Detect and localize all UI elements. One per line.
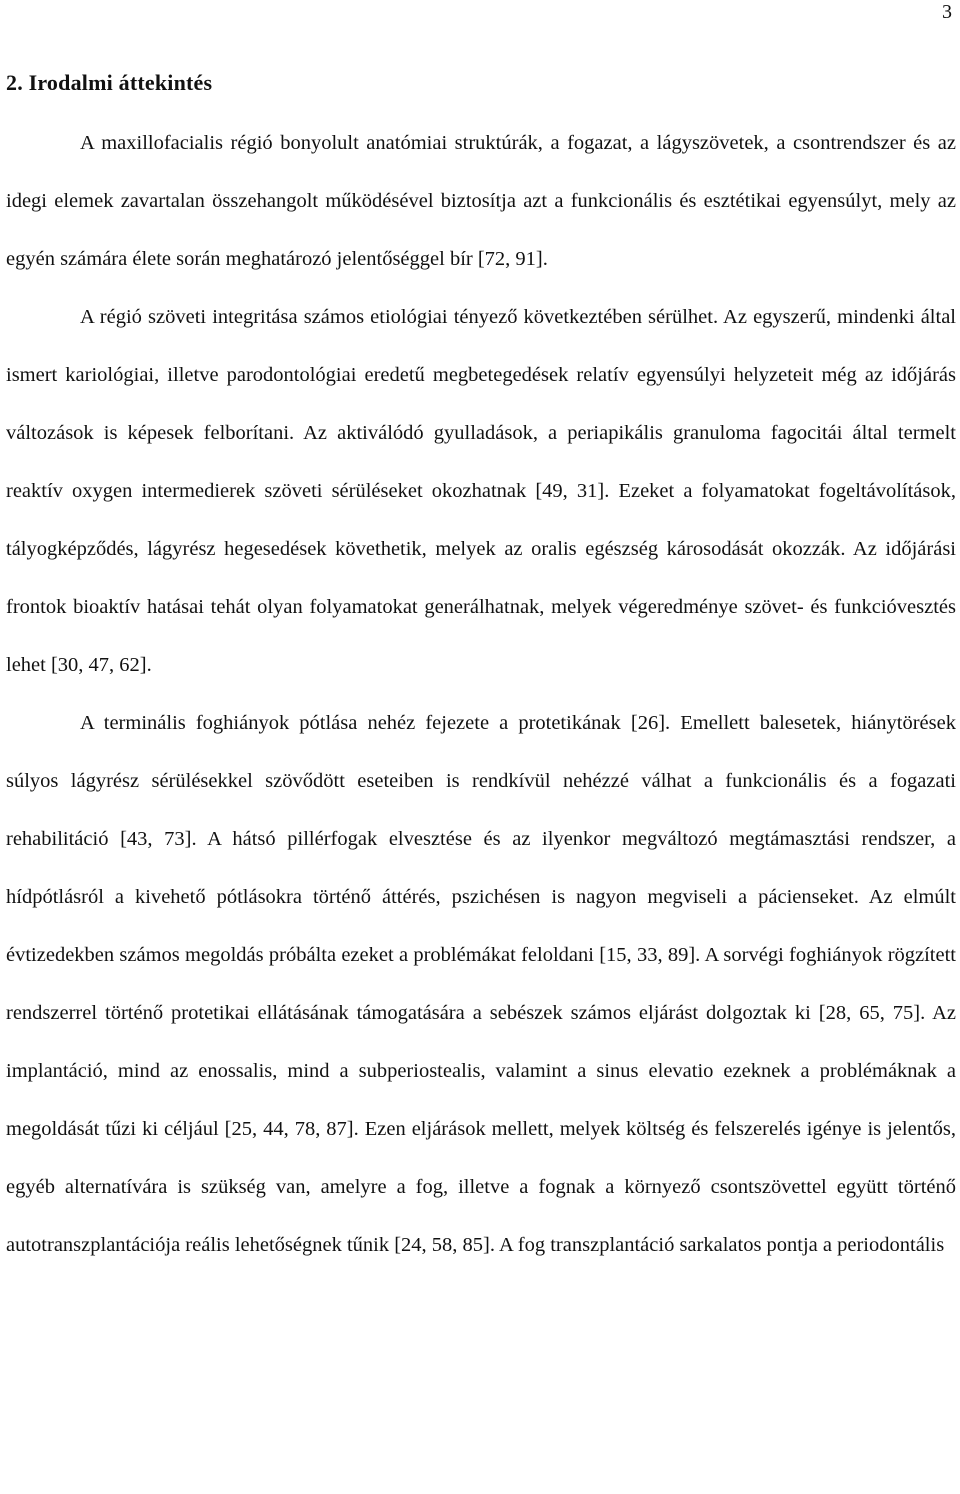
paragraph-integrity: A régió szöveti integritása számos etiológiai tényező következtében sérülhet. Az egyszerű, mindenki által ismert kariológiai, illetve parodontológiai eredetű megbetegedések relatív egyensúlyi helyzeteit még az időjárás változások is képesek felborítani. Az aktiválódó gyulladások, a periapikális granuloma fagocitái által termelt reaktív oxygen intermedierek szöveti sérüléseket okozhatnak [49, 31]. Ezeket a folyamatokat fogeltávolítások, tályogképződés, lágyrész hegesedések követhetik, melyek az oralis egészség károsodását okozzák. Az időjárási frontok bioaktív hatásai tehát olyan folyamatokat generálhatnak, melyek végeredménye szövet- és funkcióvesztés lehet [30, 47, 62]. <box>6 306 956 676</box>
page-number: 3 <box>942 1 952 23</box>
section-heading: 2. Irodalmi áttekintés <box>6 70 213 95</box>
paragraph-intro: A maxillofacialis régió bonyolult anatómiai struktúrák, a fogazat, a lágyszövetek, a csontrendszer és az idegi elemek zavartalan összehangolt működésével biztosítja azt a funkcionális és esztétikai egyensúlyt, mely az egyén számára élete során meghatározó jelentőséggel bír [72, 91]. <box>6 132 956 270</box>
body-text <box>6 114 956 1274</box>
paragraph-tooth-loss: A terminális foghiányok pótlása nehéz fejezete a protetikának [26]. Emellett balesetek, hiánytörések súlyos lágyrész sérülésekkel szövődött eseteiben is rendkívül nehézzé válhat a funkcionális és a fogazati rehabilitáció [43, 73]. A hátsó pillérfogak elvesztése és az ilyenkor megváltozó megtámasztási rendszer, a hídpótlásról a kivehető pótlásokra történő áttérés, pszichésen is nagyon megviseli a pácienseket. Az elmúlt évtizedekben számos megoldás próbálta ezeket a problémákat feloldani [15, 33, 89]. A sorvégi foghiányok rögzített rendszerrel történő protetikai ellátásának támogatására a sebészek számos eljárást dolgoztak ki [28, 65, 75]. Az implantáció, mind az enossalis, mind a subperiostealis, valamint a sinus elevatio ezeknek a problémáknak a megoldását tűzi ki céljául [25, 44, 78, 87]. Ezen eljárások mellett, melyek költség és felszerelés igénye is jelentős, egyéb alternatívára is szükség van, amelyre a fog, illetve a fognak a környező csontszövettel együtt történő autotranszplantációja reális lehetőségnek tűnik [24, 58, 85]. A fog transzplantáció sarkalatos pontja a periodontális <box>6 712 956 1256</box>
